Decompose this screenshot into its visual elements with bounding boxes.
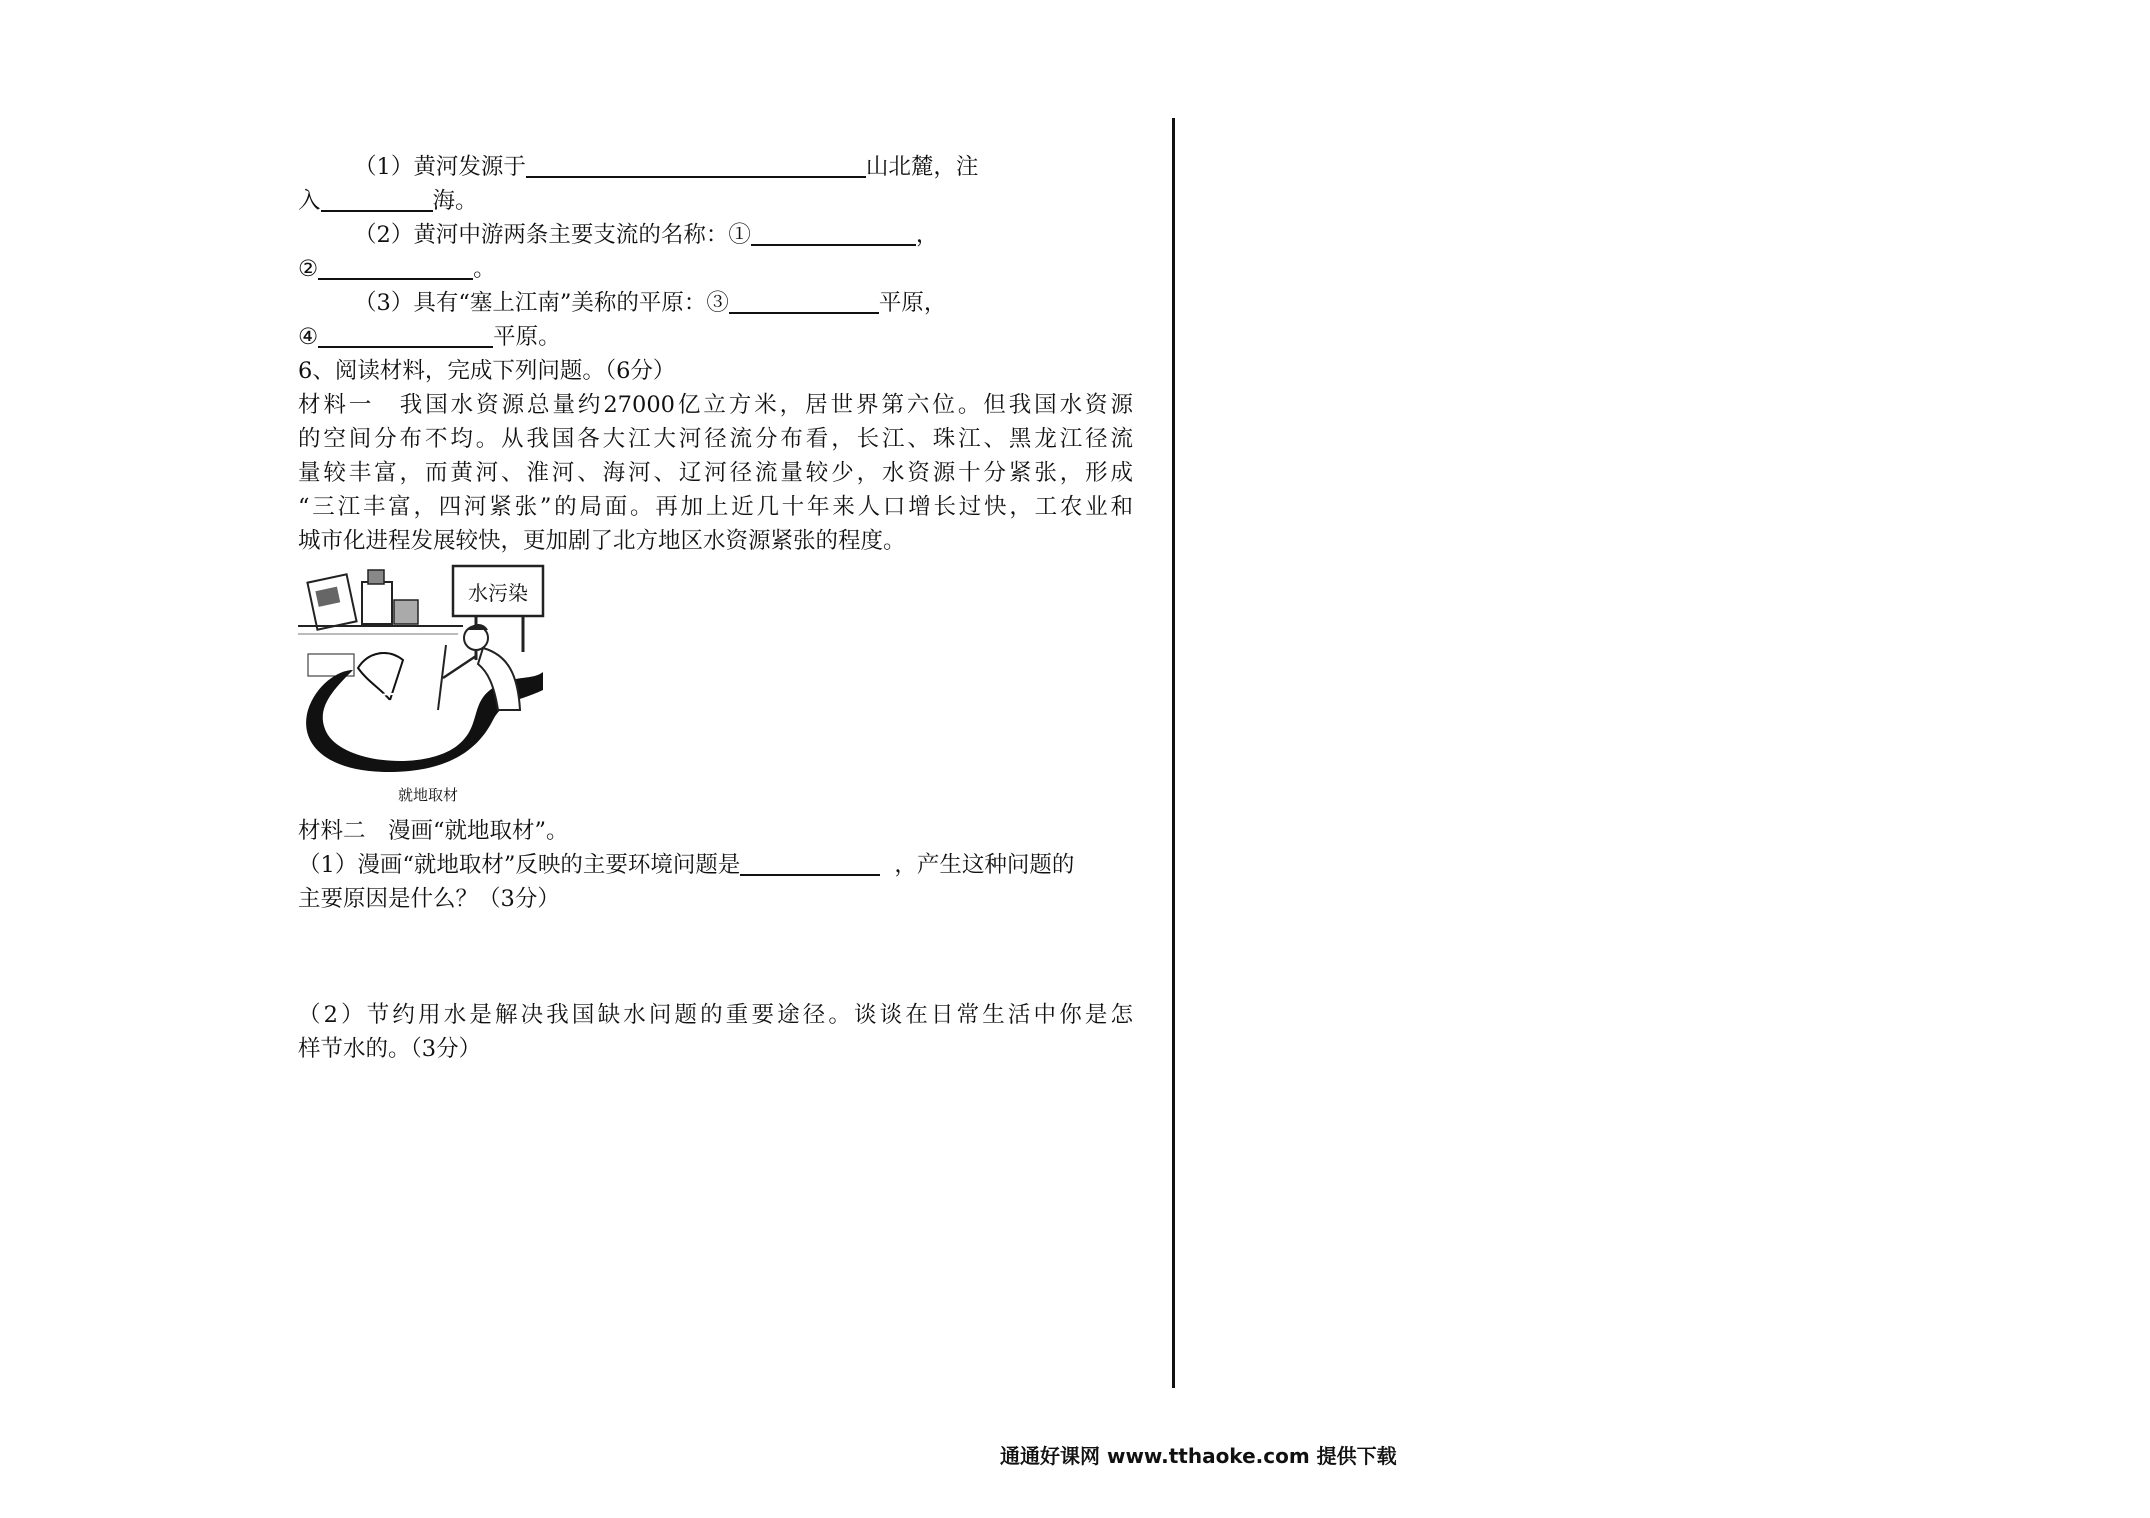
material-1-line: “三江丰富，四河紧张”的局面。再加上近几十年来人口增长过快，工农业和 bbox=[298, 494, 1133, 520]
q5-item-2: （2）黄河中游两条主要支流的名称：① ， bbox=[354, 222, 939, 248]
q6-sub-1: （1）漫画“就地取材”反映的主要环境问题是 ，产生这种问题的 bbox=[298, 852, 1075, 878]
page-footer: 通通好课网 www.tthaoke.com 提供下载 bbox=[1000, 1444, 1397, 1468]
material-2-label: 材料二 漫画“就地取材”。 bbox=[298, 818, 569, 844]
material-1-line: 的空间分布不均。从我国各大江大河径流分布看，长江、珠江、黑龙江径流 bbox=[298, 426, 1133, 452]
material-1-line: 材料一 我国水资源总量约27000亿立方米，居世界第六位。但我国水资源 bbox=[298, 392, 1133, 418]
answer-blank[interactable] bbox=[321, 186, 433, 212]
answer-blank[interactable] bbox=[318, 322, 493, 348]
answer-blank[interactable] bbox=[729, 288, 879, 314]
material-1-line: 城市化进程发展较快，更加剧了北方地区水资源紧张的程度。 bbox=[298, 528, 906, 554]
answer-blank[interactable] bbox=[318, 254, 473, 280]
q5-item-1: （1）黄河发源于 山北麓，注 bbox=[354, 154, 979, 180]
cartoon-sign-text: 水污染 bbox=[468, 581, 528, 605]
cartoon-illustration bbox=[298, 560, 548, 775]
column-divider bbox=[1172, 118, 1175, 1388]
q6-title: 6、阅读材料，完成下列问题。（6分） bbox=[298, 358, 676, 384]
answer-blank[interactable] bbox=[740, 850, 880, 876]
q5-item-3-cont: ④ 平原。 bbox=[298, 324, 561, 350]
answer-blank[interactable] bbox=[526, 152, 866, 178]
cartoon-caption: 就地取材 bbox=[398, 786, 459, 804]
material-1-line: 量较丰富，而黄河、淮河、海河、辽河径流量较少，水资源十分紧张，形成 bbox=[298, 460, 1133, 486]
q6-sub-2: （2）节约用水是解决我国缺水问题的重要途径。谈谈在日常生活中你是怎 bbox=[298, 1002, 1133, 1028]
q6-sub-1-cont: 主要原因是什么？（3分） bbox=[298, 886, 560, 912]
q5-item-1-cont: 入 海。 bbox=[298, 188, 478, 214]
answer-blank[interactable] bbox=[751, 220, 916, 246]
q5-item-2-cont: ② 。 bbox=[298, 256, 496, 282]
q6-sub-2-cont: 样节水的。（3分） bbox=[298, 1036, 482, 1062]
q5-item-3: （3）具有“塞上江南”美称的平原：③ 平原， bbox=[354, 290, 947, 316]
